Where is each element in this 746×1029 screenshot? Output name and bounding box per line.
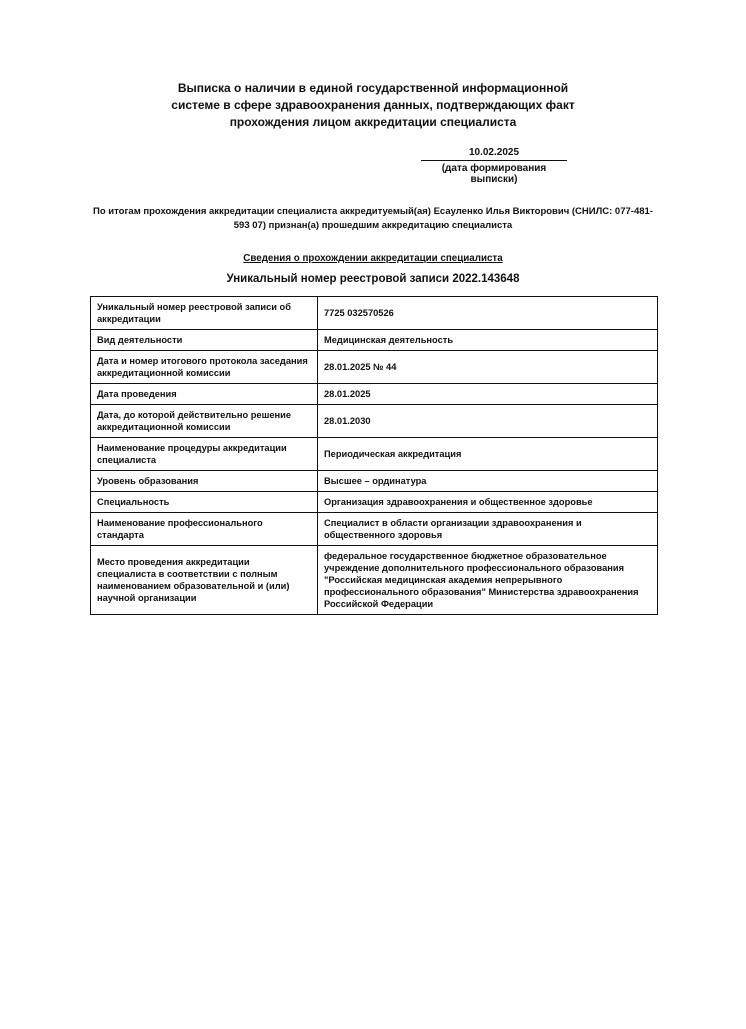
section-header: Сведения о прохождении аккредитации специалиста bbox=[243, 253, 503, 264]
table-row bbox=[91, 297, 658, 330]
row-value: 28.01.2025 bbox=[318, 384, 658, 405]
row-label: Наименование процедуры аккредитации специалиста bbox=[91, 438, 318, 471]
document-title bbox=[0, 0, 746, 131]
row-label: Дата и номер итогового протокола заседания аккредитационной комиссии bbox=[91, 351, 318, 384]
table-row bbox=[91, 330, 658, 351]
row-label: Место проведения аккредитации специалиста в соответствии с полным наименованием образовательной и (или) научной организации bbox=[91, 546, 318, 615]
accreditation-table bbox=[90, 296, 658, 615]
registry-number-header: Уникальный номер реестровой записи 2022.143648 bbox=[226, 273, 520, 285]
intro-paragraph bbox=[0, 205, 746, 232]
row-label: Уникальный номер реестровой записи об аккредитации bbox=[91, 297, 318, 330]
row-label: Уровень образования bbox=[91, 471, 318, 492]
title-line: Выписка о наличии в единой государственной информационной bbox=[177, 81, 569, 95]
title-line: системе в сфере здравоохранения данных, подтверждающих факт bbox=[171, 98, 575, 112]
row-label: Специальность bbox=[91, 492, 318, 513]
row-label: Наименование профессионального стандарта bbox=[91, 513, 318, 546]
row-value: Специалист в области организации здравоохранения и общественного здоровья bbox=[318, 513, 658, 546]
row-value: 28.01.2025 № 44 bbox=[318, 351, 658, 384]
intro-line: По итогам прохождения аккредитации специалиста аккредитуемый(ая) Есауленко Илья Викторович (СНИЛС: 077-481- bbox=[93, 206, 653, 217]
row-value: Высшее – ординатура bbox=[318, 471, 658, 492]
row-value: 7725 032570526 bbox=[318, 297, 658, 330]
row-label: Вид деятельности bbox=[91, 330, 318, 351]
date-caption: (дата формирования выписки) bbox=[441, 163, 547, 185]
extract-date: 10.02.2025 bbox=[421, 147, 567, 161]
title-line: прохождения лицом аккредитации специалиста bbox=[229, 115, 517, 129]
table-row bbox=[91, 384, 658, 405]
table-row bbox=[91, 546, 658, 615]
row-label: Дата, до которой действительно решение аккредитационной комиссии bbox=[91, 405, 318, 438]
table-row bbox=[91, 471, 658, 492]
row-value: Медицинская деятельность bbox=[318, 330, 658, 351]
table-row bbox=[91, 513, 658, 546]
row-value: Периодическая аккредитация bbox=[318, 438, 658, 471]
row-value: Организация здравоохранения и общественное здоровье bbox=[318, 492, 658, 513]
intro-line: 593 07) признан(а) прошедшим аккредитацию специалиста bbox=[233, 219, 513, 231]
table-row bbox=[91, 405, 658, 438]
table-row bbox=[91, 438, 658, 471]
row-value: федеральное государственное бюджетное образовательное учреждение дополнительного профессионального образования "Российская медицинская академия непрерывного профессионального образования" Министерства здравоохранения Российской Федерации bbox=[318, 546, 658, 615]
table-row bbox=[91, 492, 658, 513]
date-block bbox=[421, 147, 567, 185]
row-label: Дата проведения bbox=[91, 384, 318, 405]
row-value: 28.01.2030 bbox=[318, 405, 658, 438]
table-row bbox=[91, 351, 658, 384]
